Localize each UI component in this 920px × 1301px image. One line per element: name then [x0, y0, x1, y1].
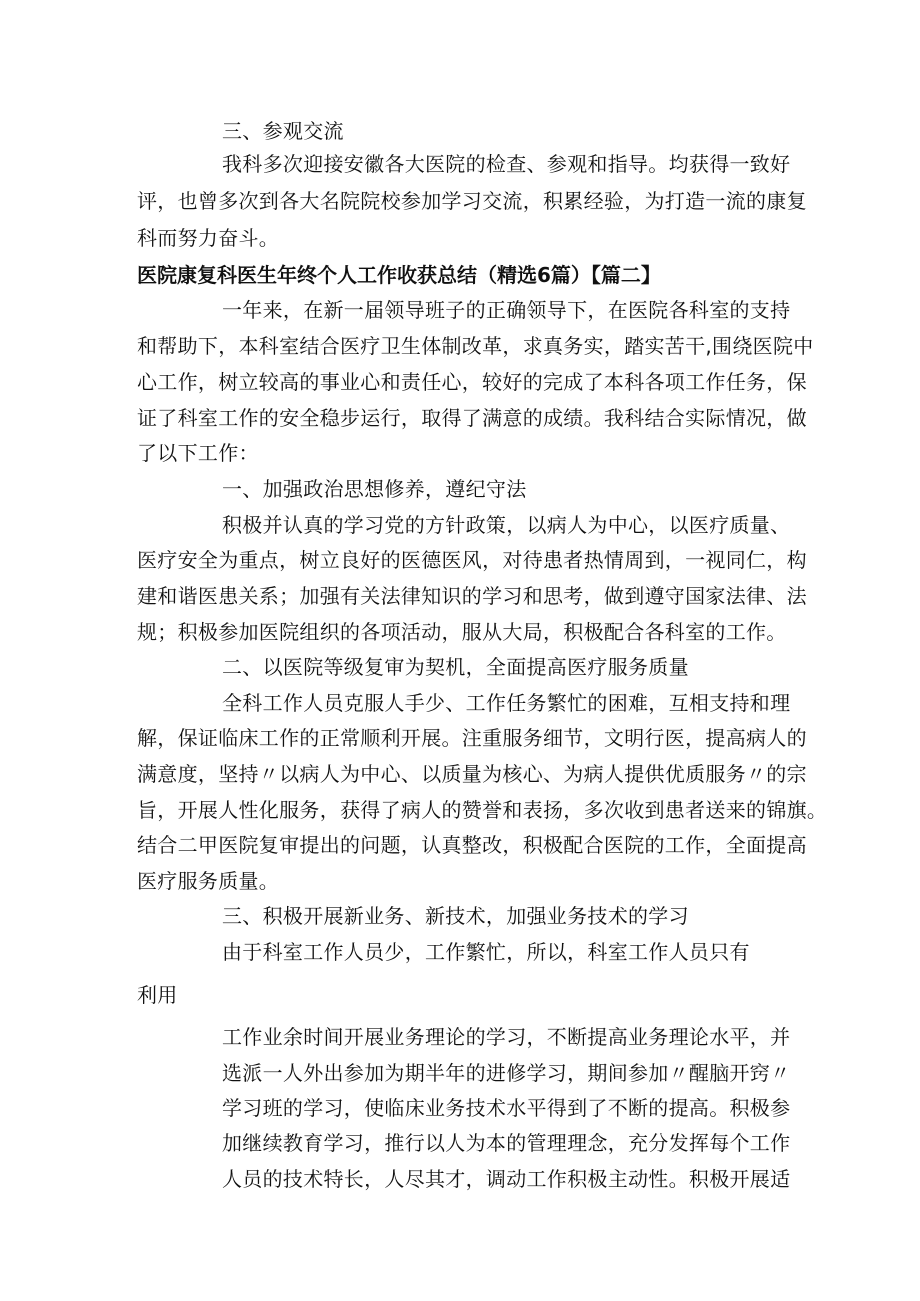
paragraph-line: 旨，开展人性化服务，获得了病人的赞誉和表扬，多次收到患者送来的锦旗。: [137, 798, 828, 822]
paragraph-line: 评，也曾多次到各大名院院校参加学习交流，积累经验，为打造一流的康复: [137, 189, 807, 213]
paragraph-line: 科而努力奋斗。: [137, 226, 280, 250]
paragraph-line: 医疗安全为重点，树立良好的医德医风，对待患者热情周到，一视同仁，构: [137, 548, 807, 572]
paragraph-line: 由于科室工作人员少，工作繁忙，所以，科室工作人员只有: [222, 940, 750, 964]
paragraph-line: 我科多次迎接安徽各大医院的检查、参观和指导。均获得一致好: [222, 152, 791, 176]
paragraph-line: 全科工作人员克服人手少、工作任务繁忙的困难，互相支持和理: [222, 691, 791, 715]
paragraph-line: 医疗服务质量。: [137, 869, 280, 893]
paragraph-line: 满意度，坚持〃以病人为中心、以质量为核心、为病人提供优质服务〃的宗: [137, 762, 807, 786]
paragraph-line: 了以下工作：: [137, 441, 259, 465]
paragraph-line: 和帮助下，本科室结合医疗卫生体制改革，求真务实，踏实苦干,围绕医院中: [137, 334, 814, 358]
article-title: 医院康复科医生年终个人工作收获总结（精选6篇）【篇二】: [137, 263, 661, 287]
paragraph-line: 解，保证临床工作的正常顺利开展。注重服务细节，文明行医，提高病人的: [137, 726, 807, 750]
section-heading: 二、以医院等级复审为契机，全面提高医疗服务质量: [222, 655, 689, 679]
section-heading: 一、加强政治思想修养，遵纪守法: [222, 477, 527, 501]
paragraph-line: 利用: [137, 983, 178, 1007]
paragraph-line: 建和谐医患关系；加强有关法律知识的学习和思考，做到遵守国家法律、法: [137, 584, 807, 608]
paragraph-line: 工作业余时间开展业务理论的学习，不断提高业务理论水平，并: [222, 1025, 791, 1049]
paragraph-line: 加继续教育学习，推行以人为本的管理理念，充分发挥每个工作: [222, 1131, 791, 1155]
paragraph-line: 积极并认真的学习党的方针政策，以病人为中心，以医疗质量、: [222, 513, 791, 537]
paragraph-line: 人员的技术特长，人尽其才，调动工作积极主动性。积极开展适: [222, 1167, 791, 1191]
section-heading: 三、积极开展新业务、新技术，加强业务技术的学习: [222, 904, 689, 928]
paragraph-line: 结合二甲医院复审提出的问题，认真整改，积极配合医院的工作，全面提高: [137, 833, 807, 857]
paragraph-line: 一年来，在新一届领导班子的正确领导下，在医院各科室的支持: [222, 298, 791, 322]
section-heading: 三、参观交流: [222, 119, 344, 143]
paragraph-line: 心工作，树立较高的事业心和责任心，较好的完成了本科各项工作任务，保: [137, 370, 807, 394]
paragraph-line: 规；积极参加医院组织的各项活动，服从大局，积极配合各科室的工作。: [137, 620, 787, 644]
paragraph-line: 学习班的学习，使临床业务技术水平得到了不断的提高。积极参: [222, 1096, 791, 1120]
paragraph-line: 证了科室工作的安全稳步运行，取得了满意的成绩。我科结合实际情况，做: [137, 406, 807, 430]
paragraph-line: 选派一人外出参加为期半年的进修学习，期间参加〃醒脑开窍〃: [222, 1061, 791, 1085]
